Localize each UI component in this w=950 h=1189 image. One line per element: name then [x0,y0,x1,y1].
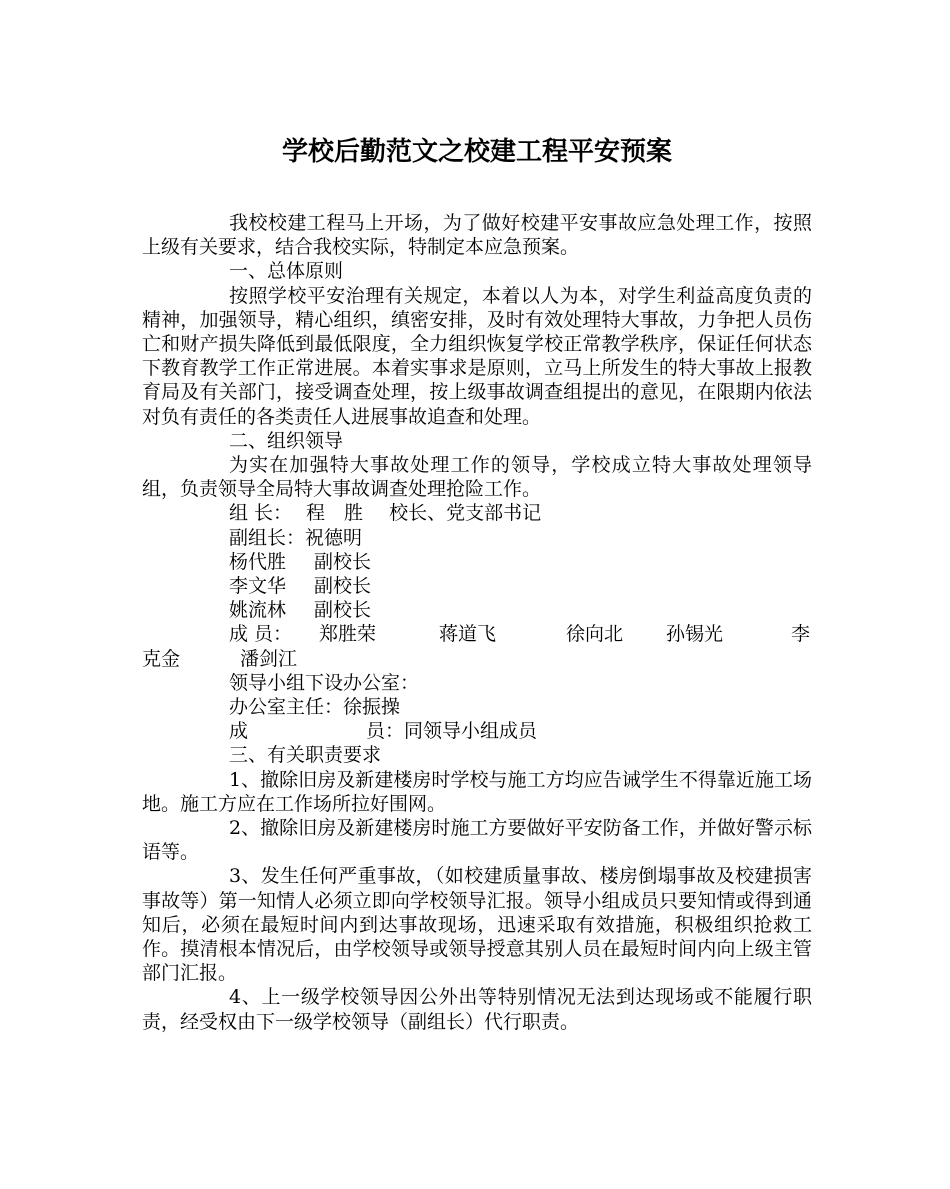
members-label: 成 员： [229,623,293,646]
deputy-name: 姚流林 [229,599,287,622]
member-name: 孙锡光 [666,623,724,646]
leader-name: 程 胜 [306,502,364,525]
deputy-leader-line: 副组长：祝德明 [229,526,363,549]
deputy-name: 杨代胜 [229,550,287,573]
member-name: 潘剑江 [240,647,298,670]
duty-item-3: 3、发生任何严重事故，（如校建质量事故、楼房倒塌事故及校建损害事故等）第一知情人必须立即向学校领导汇报。领导小组成员只要知情或得到通知后，必须在最短时间内到达事故现场，迅速采取有效措施，积极组织抢救工作。摸清根本情况后，由学校领导或领导授意其别人员在最短时间内向上级主管部门汇报。 [142,865,812,985]
section-2-heading: 二、组织领导 [229,429,344,452]
member-name: 蒋道飞 [439,623,497,646]
document-body [142,211,812,1034]
duty-item-1: 1、撤除旧房及新建楼房时学校与施工方均应告诫学生不得靠近施工场地。施工方应在工作场所拉好围网。 [142,768,812,815]
leader-title: 校长、党支部书记 [389,502,542,525]
deputy-title: 副校长 [314,599,372,622]
section-1-paragraph: 按照学校平安治理有关规定，本着以人为本，对学生利益高度负责的精神，加强领导，精心组织，缜密安排，及时有效处理特大事故，力争把人员伤亡和财产损失降低到最低限度，全力组织恢复学校正常教学秩序，保证任何状态下教育教学工作正常进展。本着实事求是原则，立马上所发生的特大事故上报教育局及有关部门，接受调查处理，按上级事故调查组提出的意见，在限期内依法对负有责任的各类责任人进展事故追查和处理。 [142,284,812,428]
member-name: 郑胜荣 [319,623,377,646]
leader-line [142,501,812,525]
members-line [142,622,812,646]
deputy-row [142,574,812,598]
deputy-row [142,550,812,574]
leader-label: 组 长： [229,502,293,525]
section-2-paragraph: 为实在加强特大事故处理工作的领导，学校成立特大事故处理领导组，负责领导全局特大事故调查处理抢险工作。 [142,454,812,501]
deputy-name: 李文华 [229,575,287,598]
member-name: 李 [791,623,811,646]
deputy-title: 副校长 [314,550,372,573]
section-1-heading: 一、总体原则 [229,260,344,283]
duty-item-2: 2、撤除旧房及新建楼房时施工方要做好平安防备工作，并做好警示标语等。 [142,817,812,864]
deputy-title: 副校长 [314,575,372,598]
intro-paragraph: 我校校建工程马上开场，为了做好校建平安事故应急处理工作，按照上级有关要求，结合我校实际，特制定本应急预案。 [142,212,812,259]
office-line: 领导小组下设办公室： [229,671,420,694]
section-3-heading: 三、有关职责要求 [229,744,382,767]
member-name: 克金 [142,647,181,670]
office-members-label: 成 [229,720,249,743]
document-title: 学校后勤范文之校建工程平安预案 [281,137,672,167]
office-members-value: 员：同领导小组成员 [366,720,538,743]
duty-item-4: 4、上一级学校领导因公外出等特别情况无法到达现场或不能履行职责，经受权由下一级学校领导（副组长）代行职责。 [142,986,812,1033]
office-director-line: 办公室主任：徐振操 [229,696,401,719]
deputy-row [142,598,812,622]
member-name: 徐向北 [566,623,624,646]
office-members-line [142,719,812,743]
members-line-continued [142,647,812,671]
